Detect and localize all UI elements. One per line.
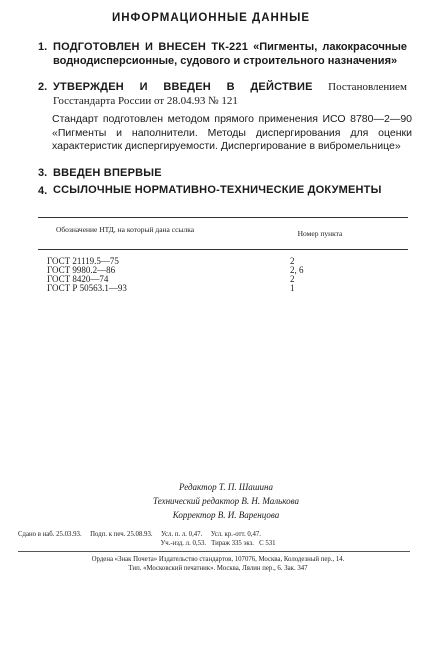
imprint-line-1: Сдано в наб. 25.03.93. Подп. к печ. 25.08.93. Усл. п. л. 0,47. Усл. кр.-отт. 0,47. — [18, 531, 261, 538]
credit-tech-editor-role: Технический редактор — [153, 496, 240, 506]
section-2-number: 2. — [38, 81, 48, 93]
credit-proofreader-role: Корректор — [172, 510, 216, 520]
table-header-clause: Номер пункта — [297, 229, 343, 238]
printer-line: Тип. «Московский печатник». Москва, Лялин пер., 6. Зак. 347 — [128, 565, 308, 572]
section-1-lead: ПОДГОТОВЛЕН И ВНЕСЕН ТК-221 — [53, 41, 249, 53]
section-2-text — [53, 80, 407, 108]
section-2-body: Постановлением Госстандарта России от 28.04.93 № 121 — [53, 81, 407, 107]
section-3-text — [53, 166, 407, 180]
credit-tech-editor — [0, 496, 422, 506]
credit-editor-name: Т. П. Шашина — [218, 482, 273, 492]
section-1 — [38, 40, 413, 70]
table-row-1-clause: 2 — [290, 256, 295, 266]
imprint-rule — [18, 551, 410, 552]
standard-description: Стандарт подготовлен методом прямого применения ИСО 8780—2—90 «Пигменты и наполнители. Методы диспергирования для оценки характеристик диспергируемости. Диспергирование в вибромельнице» — [52, 113, 412, 152]
credit-tech-editor-name: В. Н. Малькова — [241, 496, 299, 506]
credit-editor-role: Редактор — [179, 482, 217, 492]
credit-editor — [0, 482, 422, 492]
section-3-number: 3. — [38, 167, 48, 179]
table-row-1-doc: ГОСТ 21119.5—75 — [47, 256, 119, 266]
section-4-text — [53, 184, 383, 197]
section-4-number: 4. — [38, 185, 48, 197]
publisher-line: Ордена «Знак Почета» Издательство стандартов, 107076, Москва, Колодезный пер., 14. — [91, 556, 345, 563]
section-3 — [38, 166, 413, 182]
credit-proofreader-name: В. И. Варенцова — [217, 510, 280, 520]
section-1-body: «Пигменты, лакокрасочные воднодисперсионные, судового и строительного назначения» — [53, 41, 407, 67]
table-row-4-clause: 1 — [290, 283, 295, 293]
table-row-4-doc: ГОСТ Р 50563.1—93 — [47, 283, 127, 293]
section-1-number: 1. — [38, 41, 48, 53]
table-row-3-doc: ГОСТ 8420—74 — [47, 274, 109, 284]
table-header-rule — [38, 249, 408, 250]
section-2 — [38, 80, 413, 110]
table-row-2-clause: 2, 6 — [290, 265, 304, 275]
page-title: ИНФОРМАЦИОННЫЕ ДАННЫЕ — [111, 12, 311, 24]
credit-proofreader — [0, 510, 422, 520]
imprint-line-2: Уч.-изд. л. 0,53. Тираж 335 экз. С 531 — [160, 540, 276, 547]
section-2-lead: УТВЕРЖДЕН И ВВЕДЕН В ДЕЙСТВИЕ — [53, 81, 313, 93]
section-1-text — [53, 40, 407, 68]
table-top-rule — [38, 217, 408, 218]
table-row-2-doc: ГОСТ 9980.2—86 — [47, 265, 116, 275]
table-header-document: Обозначение НТД, на который дана ссылка — [55, 225, 195, 234]
section-4 — [38, 184, 413, 214]
table-row-3-clause: 2 — [290, 274, 295, 284]
section-3-lead: ВВЕДЕН ВПЕРВЫЕ — [53, 167, 162, 179]
section-4-lead: ССЫЛОЧНЫЕ НОРМАТИВНО-ТЕХНИЧЕСКИЕ ДОКУМЕНТЫ — [53, 184, 382, 196]
